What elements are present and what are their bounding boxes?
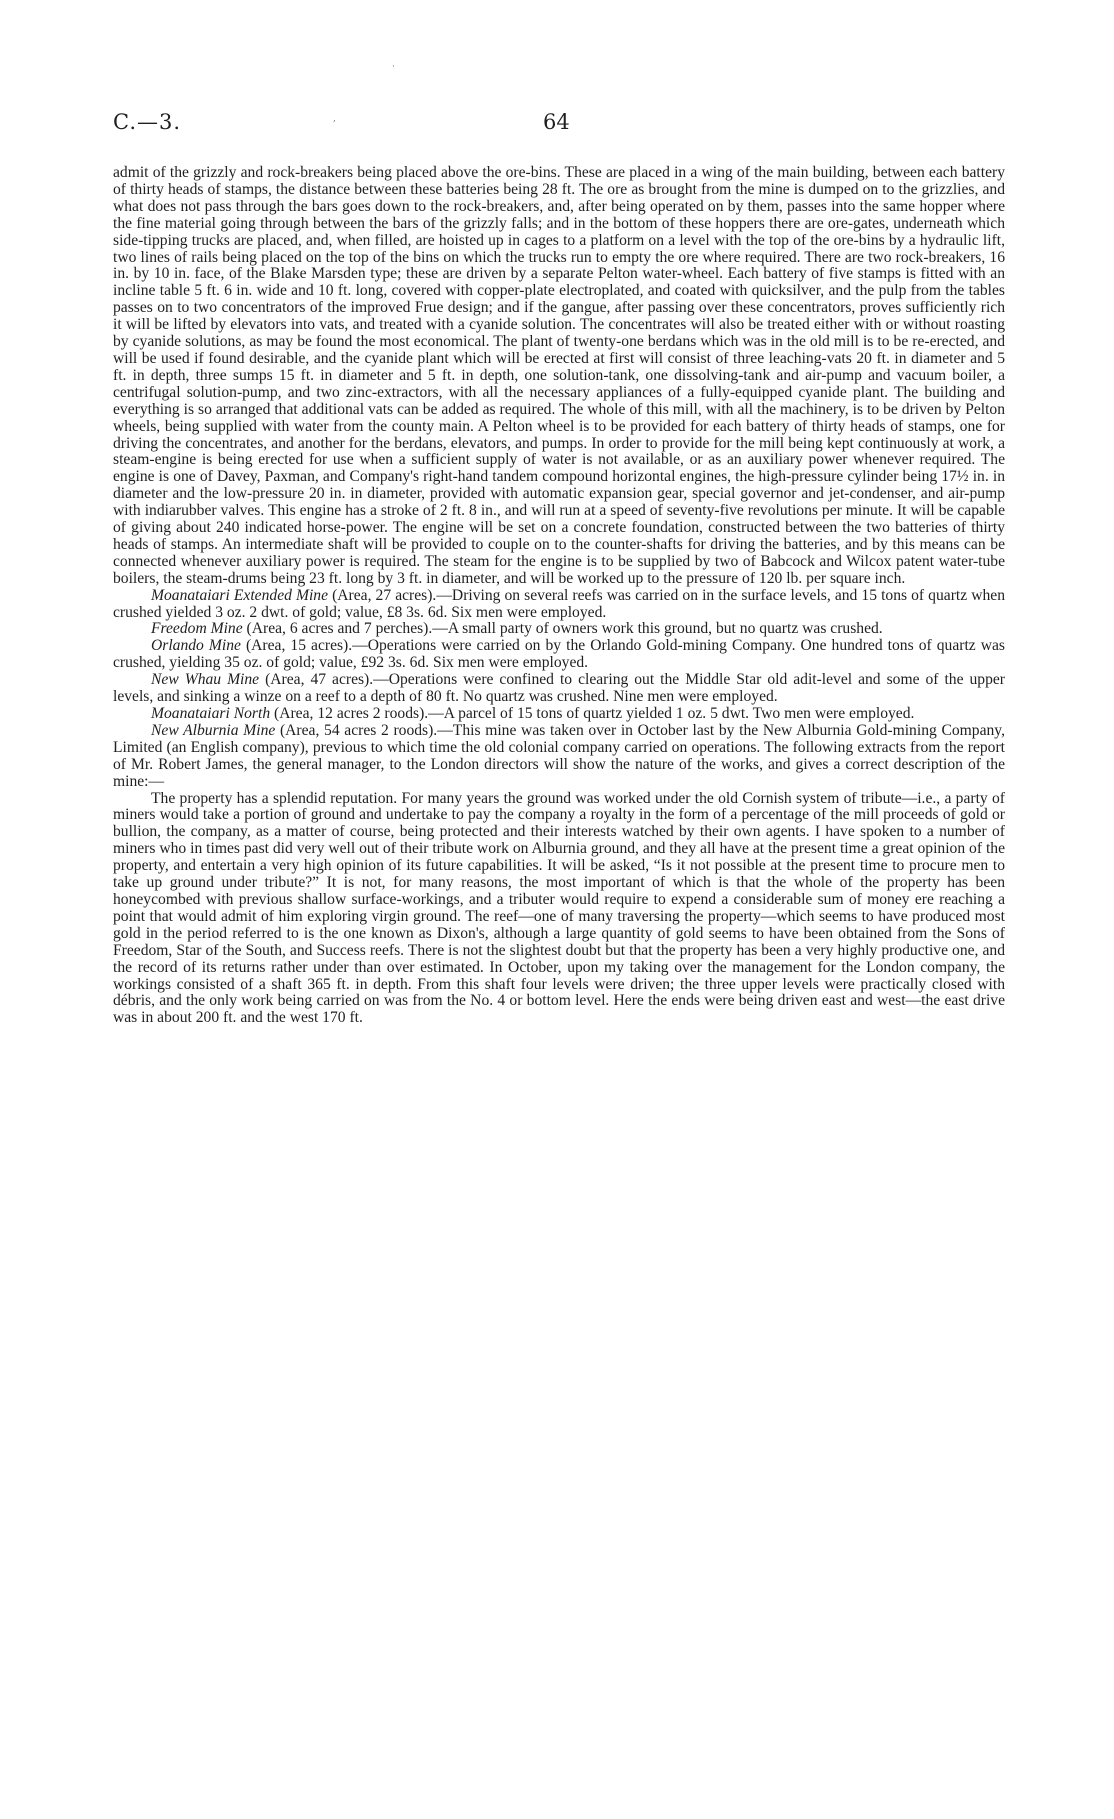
paragraph-new-alburnia <box>113 723 1005 791</box>
paragraph-text: (Area, 54 acres 2 roods).—This mine was taken over in October last by the New Alburnia Gold-mining Company, Limited (an English company), previous to which time the old colonial company carried on operations. The following extracts from the report of Mr. Robert James, the general manager, to the London directors will show the nature of the works, and gives a correct description of the mine:— <box>113 721 1005 790</box>
paragraph-moanataiari-north <box>113 706 1005 723</box>
mine-name: Moanataiari North <box>151 705 271 722</box>
mine-name: New Alburnia Mine <box>151 721 276 739</box>
paragraph-text: (Area, 6 acres and 7 perches).—A small party of owners work this ground, but no quartz was crushed. <box>242 620 883 638</box>
paragraph-text: (Area, 12 acres 2 roods).—A parcel of 15 tons of quartz yielded 1 oz. 5 dwt. Two men were employed. <box>270 705 915 722</box>
page-header <box>113 110 1005 140</box>
mine-name: Moanataiari Extended Mine <box>151 586 329 604</box>
scan-mark: · <box>392 62 395 72</box>
page-body <box>113 165 1005 1027</box>
paragraph-text: The property has a splendid reputation. For many years the ground was worked under the old Cornish system of tribute—i.e., a party of miners would take a portion of ground and undertake to pay the company a royalty in the form of a percentage of the mill proceeds of gold or bullion, the company, as a matter of course, being protected and their interests watched by their own agents. I have spoken to a number of miners who in times past did very well out of their tribute work on Alburnia ground, and they all have at the present time a great opinion of the property, and entertain a very high opinion of its future capabilities. It will be asked, “Is it not possible at the present time to procure men to take up ground under tribute?” It is not, for many reasons, the most important of which is that the whole of the property has been honeycombed with previous shallow surface-workings, and a tributer would require to expend a considerable sum of money ere reaching a point that would admit of him exploring virgin ground. The reef—one of many traversing the property—which seems to have produced most gold in the period referred to is the one known as Dixon's, although a large quantity of gold seems to have been obtained from the Sons of Freedom, Star of the South, and Success reefs. There is not the slightest doubt but that the property has been a very highly productive one, and the record of its returns rather under than over estimated. In October, upon my taking over the management for the London company, the workings consisted of a shaft 365 ft. in depth. From this shaft four levels were driven; the three upper levels were practically closed with débris, and the only work being carried on was from the No. 4 or bottom level. Here the ends were being driven east and west—the east drive was in about 200 ft. and the west 170 ft. <box>113 789 1005 1027</box>
paragraph-report-extract <box>113 791 1005 1028</box>
paragraph-text: (Area, 27 acres).—Driving on several reefs was carried on in the surface levels, and 15 tons of quartz when crushed yielded 3 oz. 2 dwt. of gold; value, £8 3s. 6d. Six men were employed. <box>113 586 1005 621</box>
paragraph-orlando <box>113 638 1005 672</box>
paragraph-text: (Area, 15 acres).—Operations were carried on by the Orlando Gold-mining Company. One hundred tons of quartz was crushed, yielding 35 oz. of gold; value, £92 3s. 6d. Six men were employed. <box>113 637 1005 672</box>
paragraph-text: admit of the grizzly and rock-breakers being placed above the ore-bins. These are placed in a wing of the main building, between each battery of thirty heads of stamps, the distance between these batteries being 28 ft. The ore as brought from the mine is dumped on to the grizzlies, and what does not pass through the bars goes down to the rock-breakers, and, after being operated on by them, passes into the same hopper where the fine material going through between the bars of the grizzly falls; and in the bottom of these hoppers there are ore-gates, underneath which side-tipping trucks are placed, and, when filled, are hoisted up in cages to a platform on a level with the top of the ore-bins by a hydraulic lift, two lines of rails being placed on the top of the bins on which the trucks run to empty the ore where required. There are two rock-breakers, 16 in. by 10 in. face, of the Blake Marsden type; these are driven by a separate Pelton water-wheel. Each battery of five stamps is fitted with an incline table 5 ft. 6 in. wide and 10 ft. long, covered with copper-plate electroplated, and coated with quicksilver, and the pulp from the tables passes on to two concentrators of the improved Frue design; and if the gangue, after passing over these concentrators, proves sufficiently rich it will be lifted by elevators into vats, and treated with a cyanide solution. The concentrates will also be treated either with or without roasting by cyanide solutions, as may be found the most economical. The plant of twenty-one berdans which was in the old mill is to be re-erected, and will be used if found desirable, and the cyanide plant which will be erected at first will consist of three leaching-vats 20 ft. in diameter and 5 ft. in depth, three sumps 15 ft. in diameter and 5 ft. in depth, one solution-tank, one dissolving-tank and air-pump and vacuum boiler, a centrifugal solution-pump, and two zinc-extractors, with all the necessary appliances of a fully-equipped cyanide plant. The building and everything is so arranged that additional vats can be added as required. The whole of this mill, with all the machinery, is to be driven by Pelton wheels, being supplied with water from the county main. A Pelton wheel is to be provided for each battery of thirty heads of stamps, one for driving the concentrates, and another for the berdans, elevators, and pumps. In order to provide for the mill being kept continuously at work, a steam-engine is being erected for use when a sufficient supply of water is not available, or as an auxiliary power whenever required. The engine is one of Davey, Paxman, and Company's right-hand tandem compound horizontal engines, the high-pressure cylinder being 17½ in. in diameter and the low-pressure 20 in. in diameter, provided with automatic expansion gear, special governor and jet-condenser, and air-pump with indiarubber valves. This engine has a stroke of 2 ft. 8 in., and will run at a speed of seventy-five revolutions per minute. It will be capable of giving about 240 indicated horse-power. The engine will be set on a concrete foundation, constructed between the two batteries of thirty heads of stamps. An intermediate shaft will be provided to couple on to the counter-shafts for driving the batteries, and by this means can be connected whenever auxiliary power is required. The steam for the engine is to be supplied by two of Babcock and Wilcox patent water-tube boilers, the steam-drums being 23 ft. long by 3 ft. in diameter, and will be worked up to the pressure of 120 lb. per square inch. <box>113 164 1005 587</box>
page-number: 64 <box>543 110 570 134</box>
mine-name: Orlando Mine <box>151 637 241 655</box>
paragraph-freedom <box>113 621 1005 638</box>
mine-name: New Whau Mine <box>151 671 260 689</box>
paragraph-moanataiari-extended <box>113 588 1005 622</box>
scan-mark: , <box>333 114 336 124</box>
paragraph-new-whau <box>113 672 1005 706</box>
document-reference: C.—3. <box>113 110 182 134</box>
paragraph-text: (Area, 47 acres).—Operations were confined to clearing out the Middle Star old adit-level and some of the upper levels, and sinking a winze on a reef to a depth of 80 ft. No quartz was crushed. Nine men were employed. <box>113 671 1005 706</box>
mine-name: Freedom Mine <box>151 620 243 638</box>
paragraph-mill-description <box>113 165 1005 588</box>
